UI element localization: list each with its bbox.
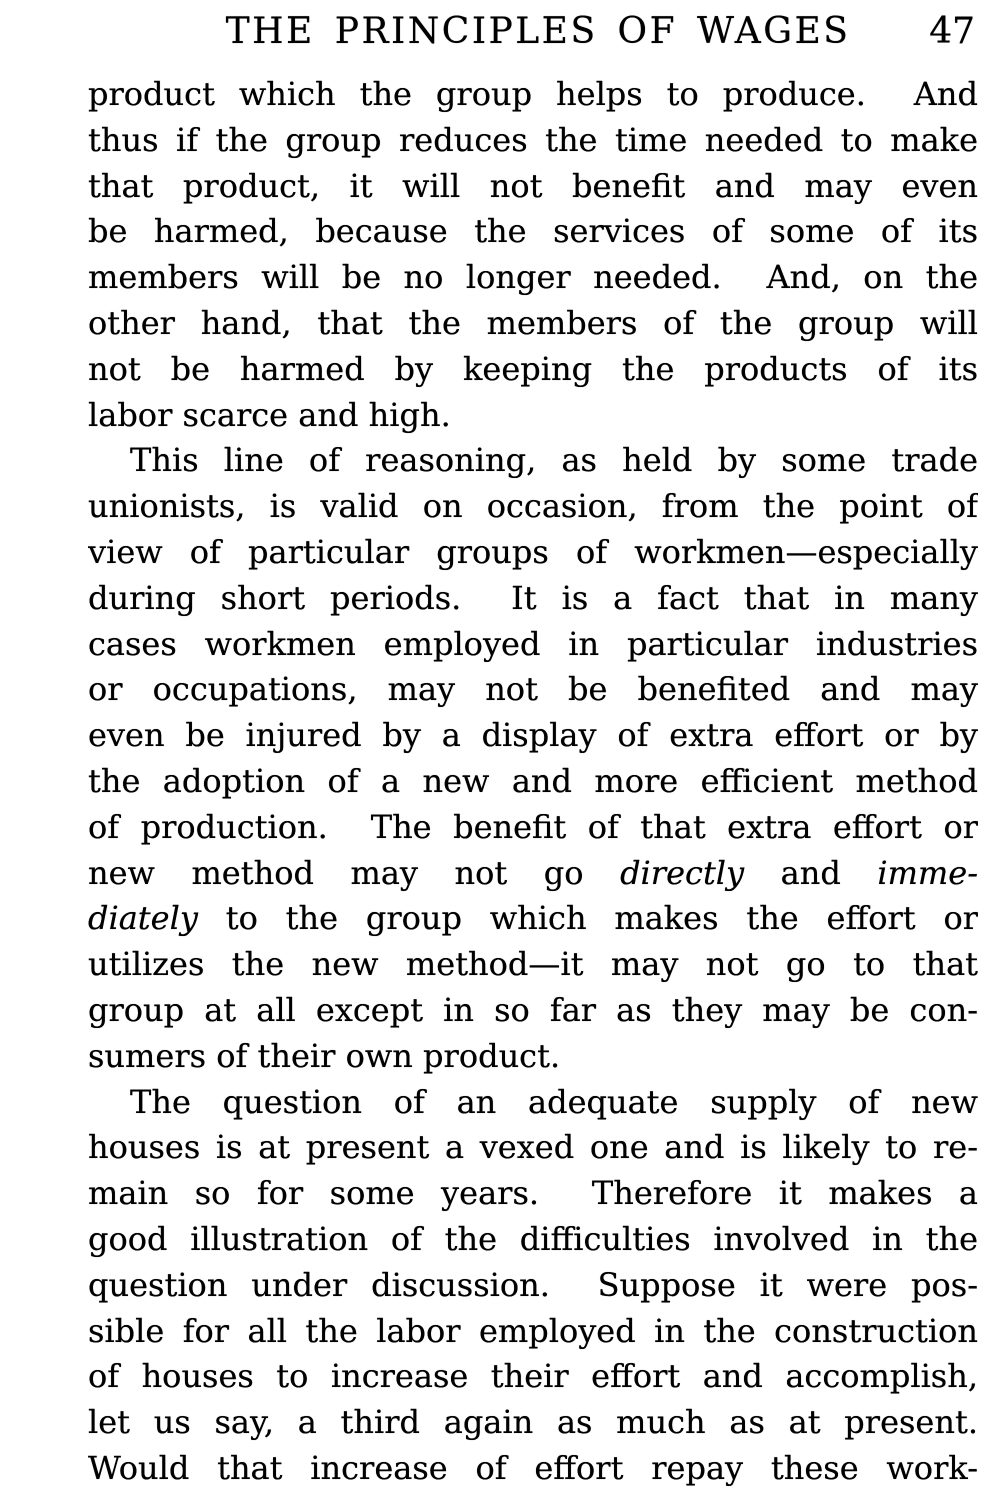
text-line <box>88 530 978 576</box>
text-line <box>88 667 978 713</box>
text-line <box>88 438 978 484</box>
running-head-title: THE PRINCIPLES OF WAGES <box>225 11 851 52</box>
text-segment: cases workmen employed in particular industries <box>88 624 978 663</box>
text-segment: Would that increase of effort repay these work- <box>88 1448 978 1487</box>
text-line <box>88 713 978 759</box>
text-line <box>88 805 978 851</box>
text-segment: utilizes the new method—it may not go to that <box>88 945 978 984</box>
text-segment: view of particular groups of workmen—especially <box>88 532 978 571</box>
text-segment: labor scarce and high. <box>88 395 451 434</box>
text-segment: product which the group helps to produce. And <box>88 75 978 113</box>
text-segment: to the group which makes the effort or <box>197 899 978 938</box>
italic-text: imme- <box>877 853 978 892</box>
text-segment: of houses to increase their effort and accomplish, <box>88 1357 978 1396</box>
text-line <box>88 1354 978 1400</box>
text-segment: new method may not go <box>88 853 621 892</box>
text-line <box>88 576 978 622</box>
text-line <box>88 1034 978 1080</box>
running-head <box>0 8 1000 56</box>
text-segment: sible for all the labor employed in the construction <box>88 1311 978 1350</box>
text-segment: and <box>744 853 878 892</box>
text-line <box>88 118 978 164</box>
text-segment: that product, it will not benefit and may even <box>88 166 978 205</box>
text-line <box>88 988 978 1034</box>
text-line <box>88 896 978 942</box>
body-text <box>88 72 978 1492</box>
text-line <box>88 1309 978 1355</box>
text-segment: of production. The benefit of that extra effort or <box>88 807 978 846</box>
text-segment: other hand, that the members of the group will <box>88 303 978 342</box>
text-line <box>88 942 978 988</box>
text-segment: not be harmed by keeping the products of its <box>88 349 978 388</box>
text-segment: main so for some years. Therefore it makes a <box>88 1174 978 1213</box>
italic-text: diately <box>88 899 198 938</box>
italic-text: directly <box>620 853 745 892</box>
text-line <box>88 484 978 530</box>
text-line <box>88 255 978 301</box>
text-line <box>88 72 978 118</box>
text-segment: sumers of their own product. <box>88 1036 561 1075</box>
text-segment: unionists, is valid on occasion, from the point of <box>88 487 978 526</box>
text-line <box>88 209 978 255</box>
text-line <box>88 1446 978 1492</box>
text-line <box>88 1171 978 1217</box>
text-line <box>88 164 978 210</box>
text-segment: group at all except in so far as they may be con- <box>88 990 978 1029</box>
text-segment: question under discussion. Suppose it were pos- <box>88 1265 978 1304</box>
text-segment: houses is at present a vexed one and is likely to re- <box>88 1128 978 1167</box>
text-segment: the adoption of a new and more efficient method <box>88 761 978 800</box>
text-segment: members will be no longer needed. And, on the <box>88 258 978 297</box>
text-line <box>88 347 978 393</box>
text-line <box>88 393 978 439</box>
text-line <box>88 1263 978 1309</box>
text-line <box>88 759 978 805</box>
text-segment: during short periods. It is a fact that in many <box>88 578 978 617</box>
text-line <box>88 1400 978 1446</box>
text-segment: or occupations, may not be benefited and may <box>88 670 978 709</box>
text-segment: thus if the group reduces the time needed to make <box>88 120 978 159</box>
text-line <box>88 622 978 668</box>
text-segment: be harmed, because the services of some of its <box>88 212 978 251</box>
text-line <box>88 1217 978 1263</box>
text-segment: The question of an adequate supply of new <box>130 1082 978 1121</box>
text-line <box>88 851 978 897</box>
text-line <box>88 1125 978 1171</box>
text-segment: This line of reasoning, as held by some trade <box>130 441 978 480</box>
text-segment: let us say, a third again as much as at present. <box>88 1403 978 1442</box>
text-segment: even be injured by a display of extra effort or by <box>88 716 978 755</box>
text-segment: good illustration of the difficulties involved in the <box>88 1219 978 1258</box>
page-number: 47 <box>929 11 975 52</box>
text-line <box>88 301 978 347</box>
text-line <box>88 1080 978 1126</box>
